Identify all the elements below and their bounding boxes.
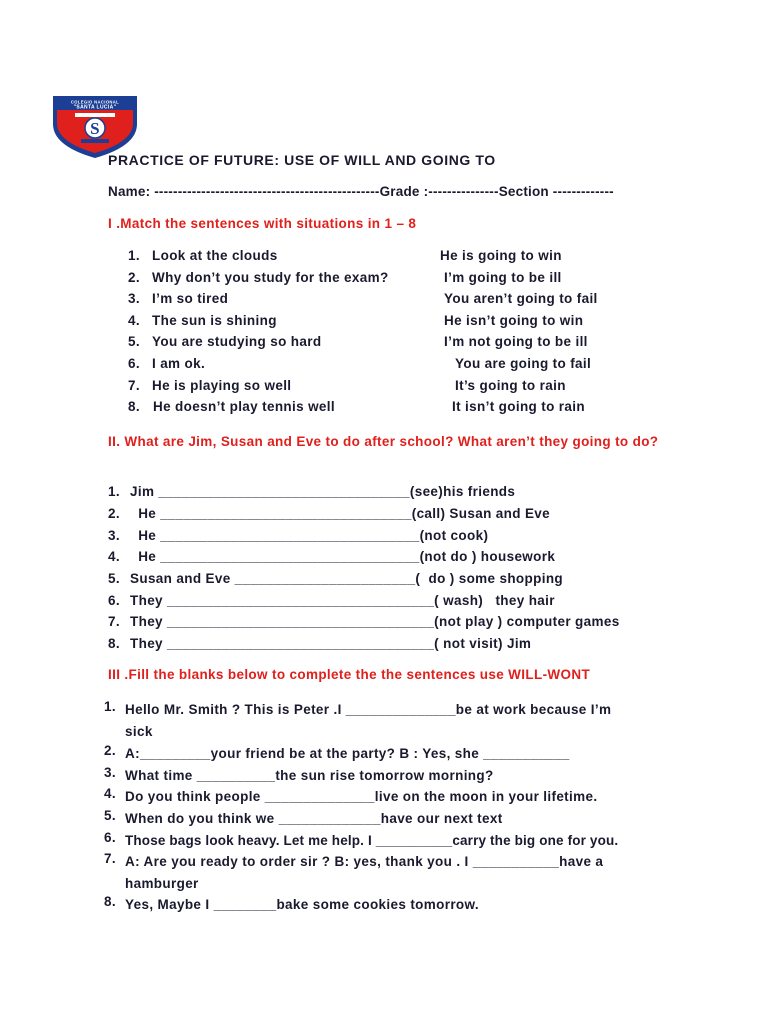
item-number: 1. bbox=[108, 484, 120, 499]
situation: You aren’t going to fail bbox=[444, 291, 598, 306]
item-number: 4. bbox=[108, 549, 120, 564]
exercise-text: Do you think people ______________live on the moon in your lifetime. bbox=[125, 789, 598, 804]
item-number: 5. bbox=[128, 334, 140, 349]
item-number: 2. bbox=[108, 506, 120, 521]
exercise-text: He ________________________________(call) Susan and Eve bbox=[130, 506, 551, 521]
list-item bbox=[0, 356, 768, 377]
sentence: Look at the clouds bbox=[152, 248, 278, 263]
item-number: 8. bbox=[104, 894, 116, 909]
list-item bbox=[0, 248, 768, 269]
sentence: You are studying so hard bbox=[152, 334, 322, 349]
exercise-text-continued: sick bbox=[125, 724, 153, 739]
item-number: 1. bbox=[104, 699, 116, 714]
sentence: Why don’t you study for the exam? bbox=[152, 270, 389, 285]
item-number: 2. bbox=[128, 270, 140, 285]
situation: I’m not going to be ill bbox=[444, 334, 588, 349]
exercise-text: Yes, Maybe I ________bake some cookies tomorrow. bbox=[125, 897, 479, 912]
item-number: 3. bbox=[108, 528, 120, 543]
school-crest-logo bbox=[50, 90, 140, 160]
item-number: 1. bbox=[128, 248, 140, 263]
item-number: 6. bbox=[128, 356, 140, 371]
exercise-text: Hello Mr. Smith ? This is Peter .I ______________be at work because I’m bbox=[125, 702, 612, 717]
situation: It’s going to rain bbox=[455, 378, 566, 393]
exercise-text: Jim ________________________________(see)his friends bbox=[130, 484, 516, 499]
exercise-text: When do you think we _____________have our next text bbox=[125, 811, 503, 826]
exercise-text: Those bags look heavy. Let me help. I __________carry the big one for you. bbox=[125, 833, 619, 848]
logo-name-text: "SANTA LUCIA" bbox=[73, 104, 117, 111]
exercise-text: They __________________________________( not visit) Jim bbox=[130, 636, 532, 651]
list-item bbox=[0, 399, 768, 420]
list-item bbox=[0, 291, 768, 312]
item-number: 7. bbox=[128, 378, 140, 393]
situation: You are going to fail bbox=[455, 356, 592, 371]
section-1-heading: I .Match the sentences with situations in 1 – 8 bbox=[108, 216, 417, 231]
logo-letter: S bbox=[90, 119, 100, 138]
sentence: He doesn’t play tennis well bbox=[153, 399, 335, 414]
item-number: 5. bbox=[104, 808, 116, 823]
exercise-text-continued: hamburger bbox=[125, 876, 199, 891]
exercise-text: He _________________________________(not cook) bbox=[130, 528, 489, 543]
item-number: 3. bbox=[128, 291, 140, 306]
item-number: 4. bbox=[104, 786, 116, 801]
exercise-text: They __________________________________(not play ) computer games bbox=[130, 614, 620, 629]
sentence: I’m so tired bbox=[152, 291, 229, 306]
item-number: 5. bbox=[108, 571, 120, 586]
item-number: 4. bbox=[128, 313, 140, 328]
exercise-text: He _________________________________(not do ) housework bbox=[130, 549, 556, 564]
sentence: He is playing so well bbox=[152, 378, 292, 393]
situation: He is going to win bbox=[440, 248, 562, 263]
situation: I’m going to be ill bbox=[444, 270, 562, 285]
list-item bbox=[0, 378, 768, 399]
item-number: 6. bbox=[108, 593, 120, 608]
name-grade-section-line: Name: ------------------------------------------------Grade :---------------Section ------------- bbox=[108, 184, 614, 199]
list-item bbox=[0, 313, 768, 334]
situation: It isn’t going to rain bbox=[452, 399, 585, 414]
exercise-text: A: Are you ready to order sir ? B: yes, thank you . I ___________have a bbox=[125, 854, 604, 869]
list-item bbox=[0, 270, 768, 291]
exercise-text: What time __________the sun rise tomorrow morning? bbox=[125, 768, 494, 783]
item-number: 8. bbox=[128, 399, 140, 414]
worksheet-title: PRACTICE OF FUTURE: USE OF WILL AND GOING TO bbox=[108, 152, 496, 168]
situation: He isn’t going to win bbox=[444, 313, 584, 328]
logo-top-text: COLEGIO NACIONAL bbox=[70, 99, 120, 105]
exercise-text: They __________________________________( wash) they hair bbox=[130, 593, 555, 608]
sentence: The sun is shining bbox=[152, 313, 277, 328]
item-number: 2. bbox=[104, 743, 116, 758]
exercise-text: Susan and Eve _______________________( do ) some shopping bbox=[130, 571, 564, 586]
item-number: 8. bbox=[108, 636, 120, 651]
section-3-heading: III .Fill the blanks below to complete the the sentences use WILL-WONT bbox=[108, 667, 591, 682]
exercise-text: A:_________your friend be at the party? B : Yes, she ___________ bbox=[125, 746, 570, 761]
item-number: 3. bbox=[104, 765, 116, 780]
item-number: 7. bbox=[104, 851, 116, 866]
list-item bbox=[0, 334, 768, 355]
sentence: I am ok. bbox=[152, 356, 206, 371]
item-number: 6. bbox=[104, 830, 116, 845]
section-2-heading: II. What are Jim, Susan and Eve to do after school? What aren’t they going to do? bbox=[108, 434, 659, 449]
item-number: 7. bbox=[108, 614, 120, 629]
